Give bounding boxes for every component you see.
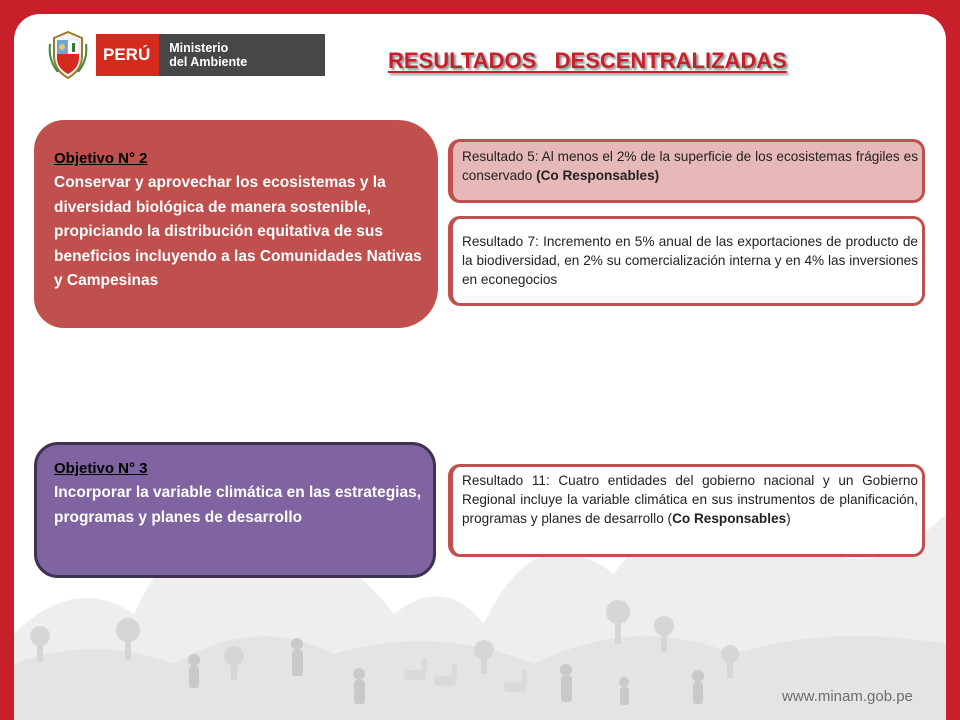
objective-3-text: Incorporar la variable climática en las estrategias, programas y planes de desarrollo xyxy=(54,484,422,526)
objective-2-text: Conservar y aprovechar los ecosistemas y la diversidad biológica de manera sostenible, propiciando la distribución equitativa de sus beneficios incluyendo a las Comunidades Nativas y Campesinas xyxy=(54,174,422,289)
logo-country-label: PERÚ xyxy=(96,34,159,76)
result-11-emphasis: Co Responsables xyxy=(672,511,787,526)
logo-ministry-line1: Ministerio xyxy=(169,41,229,55)
minam-logo[interactable] xyxy=(48,26,325,84)
result-5-emphasis: (Co Responsables) xyxy=(536,168,660,183)
logo-ministry-line2: del Ambiente xyxy=(169,55,248,69)
result-11-suffix: ) xyxy=(786,511,791,526)
slide xyxy=(14,14,946,720)
page-title: RESULTADOS DESCENTRALIZADAS xyxy=(388,48,787,73)
result-7-box xyxy=(448,216,925,306)
result-5-box xyxy=(448,139,925,203)
result-7-text: Resultado 7: Incremento en 5% anual de las exportaciones de producto de la biodiversidad, en 2% su comercialización interna y en 4% las inversiones en econegocios xyxy=(462,234,918,287)
objective-2-box xyxy=(34,120,438,328)
result-11-box xyxy=(448,464,925,557)
result-5-text: Resultado 5: Al menos el 2% de la superficie de los ecosistemas frágiles es conservado xyxy=(462,149,918,183)
result-11-text: Resultado 11: Cuatro entidades del gobierno nacional y un Gobierno Regional incluye la variable climática en sus instrumentos de planificación, programas y planes de desarrollo ( xyxy=(462,473,918,526)
objective-2-heading: Objetivo N° 2 xyxy=(54,150,148,167)
logo-ministry-label xyxy=(159,34,325,76)
footer-url[interactable]: www.minam.gob.pe xyxy=(782,688,913,705)
coat-of-arms-icon xyxy=(48,30,88,80)
objective-3-heading: Objetivo N° 3 xyxy=(54,460,148,477)
objective-3-box xyxy=(34,442,436,578)
